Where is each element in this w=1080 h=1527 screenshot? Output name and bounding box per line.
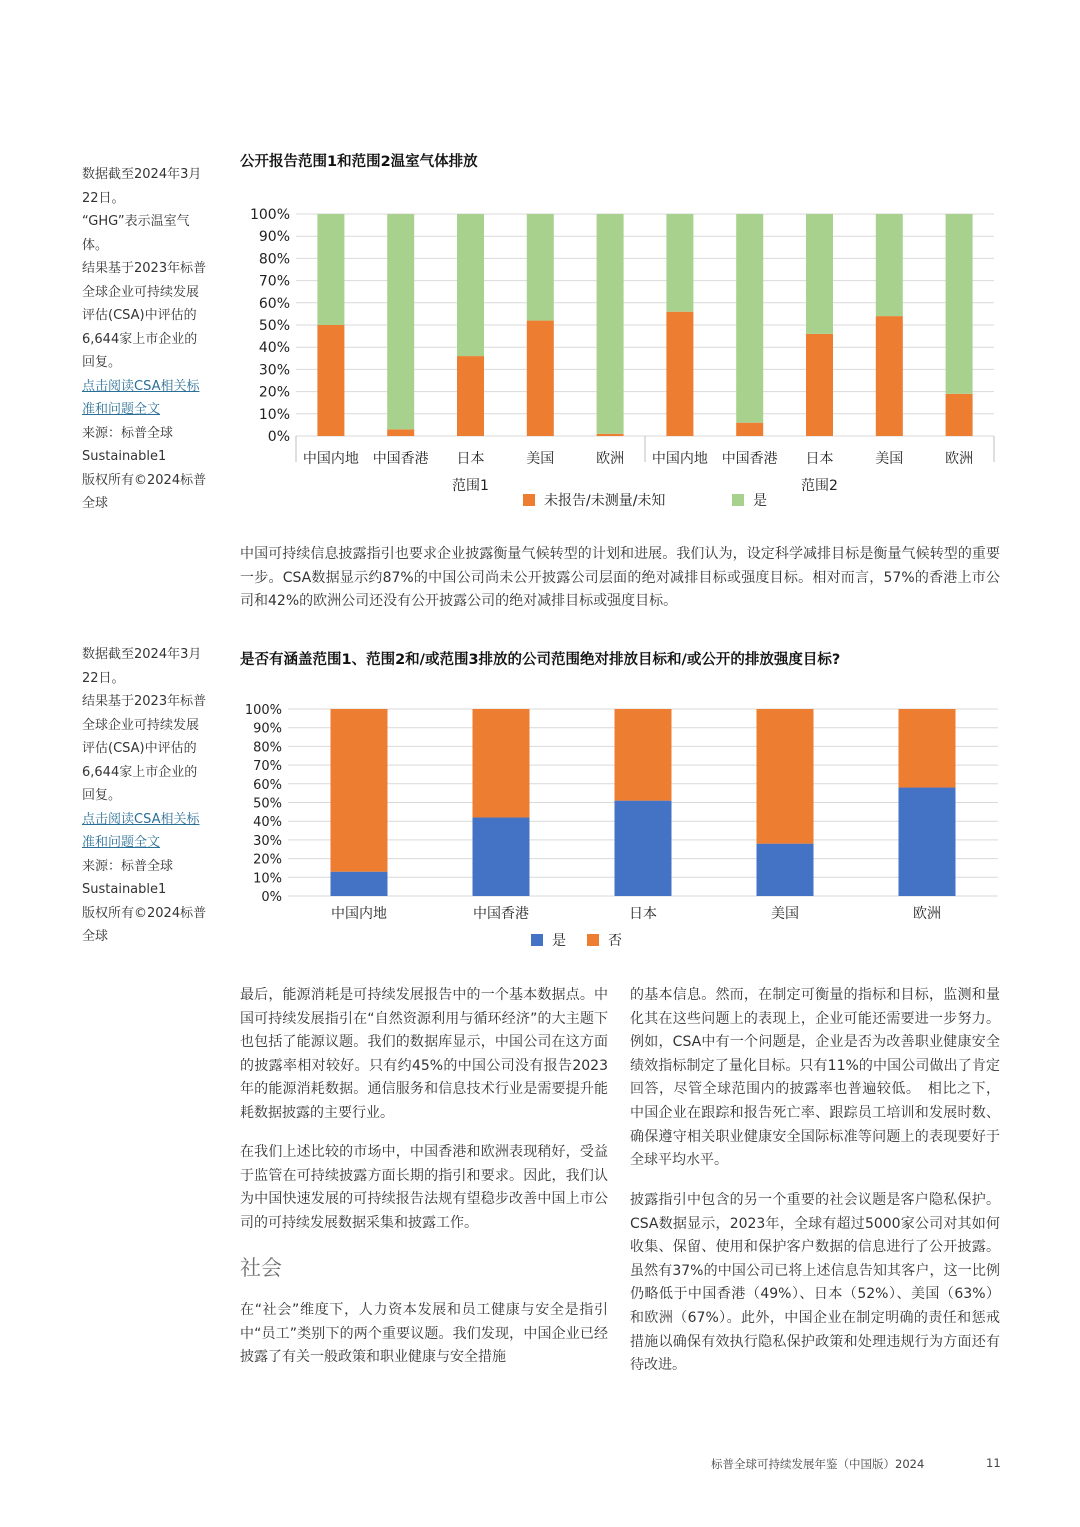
y-tick-label: 70% [258,273,290,290]
bar-segment [473,817,530,896]
page-number: 11 [986,1456,1001,1470]
y-tick-label: 20% [258,384,290,401]
x-category-label: 中国香港 [721,451,778,467]
y-tick-label: 20% [253,852,282,868]
x-category-label: 中国内地 [302,451,359,467]
bar-segment [757,844,814,896]
chart2-title: 是否有涵盖范围1、范围2和/或范围3排放的公司范围绝对排放目标和/或公开的排放强度目标? [240,652,841,668]
bar-segment [597,214,624,434]
bar-segment [806,334,833,436]
bar-segment [527,321,554,436]
paragraph-targets: 中国可持续信息披露指引也要求企业披露衡量气候转型的计划和进展。我们认为，设定科学减排目标是衡量气候转型的重要一步。CSA数据显示约87%的中国公司尚未公开披露公司层面的绝对减排目标或强度目标。相对而言，57%的香港上市公司和42%的欧洲公司还没有公开披露公司的绝对减排目标或强度目标。 [240,546,1000,610]
y-tick-label: 10% [253,871,282,887]
bar-segment [736,214,763,423]
csa-link[interactable]: 点击阅读CSA相关标准和问题全文 [82,811,200,850]
legend-label: 未报告/未测量/未知 [544,493,666,509]
sidenote-source: 来源：标普全球Sustainable1 [82,858,174,897]
legend-label: 否 [608,933,622,949]
x-category-label: 中国内地 [651,451,708,467]
legend-label: 是 [753,493,767,509]
bar-segment [899,788,956,896]
bar-segment [457,214,484,356]
y-tick-label: 40% [258,340,290,357]
x-category-label: 美国 [771,906,799,922]
x-category-label: 日本 [629,906,657,922]
sidenote-basis: 结果基于2023年标普全球企业可持续发展评估(CSA)中评估的6,644家上市企业的回复。 [82,261,207,370]
bar-segment [876,316,903,436]
bar-segment [899,709,956,788]
bar-segment [457,356,484,436]
section-heading-social: 社会 [240,1256,282,1280]
y-tick-label: 50% [253,796,282,812]
y-tick-label: 90% [258,229,290,246]
x-category-label: 日本 [805,451,834,467]
y-tick-label: 50% [258,318,290,334]
sidenote-copyright: 版权所有©2024标普全球 [82,472,207,511]
x-category-label: 欧洲 [913,906,941,922]
y-tick-label: 60% [258,295,290,312]
bar-segment [946,214,973,394]
legend-swatch [531,934,543,946]
bar-segment [331,709,388,872]
y-tick-label: 30% [253,833,282,849]
x-category-label: 欧洲 [945,451,974,467]
sidenote-basis: 结果基于2023年标普全球企业可持续发展评估(CSA)中评估的6,644家上市企业的回复。 [82,694,207,803]
csa-link[interactable]: 点击阅读CSA相关标准和问题全文 [82,378,200,417]
bar-segment [473,709,530,817]
bar-segment [317,325,344,436]
bar-segment [806,214,833,334]
chart2 [230,690,1010,970]
x-category-label: 美国 [875,451,904,467]
x-category-label: 中国内地 [331,906,387,922]
chart1-title: 公开报告范围1和范围2温室气体排放 [240,154,478,170]
sidenote-date: 数据截至2024年3月22日。 [82,167,202,206]
bar-segment [757,709,814,844]
y-tick-label: 70% [253,759,282,775]
bar-segment [387,429,414,436]
legend-swatch [732,494,744,506]
bar-segment [666,214,693,312]
y-tick-label: 30% [258,362,290,379]
left-paragraph-social: 在“社会”维度下，人力资本发展和员工健康与安全是指引中“员工”类别下的两个重要议题。我们发现，中国企业已经披露了有关一般政策和职业健康与安全措施 [240,1302,608,1366]
bar-segment [666,312,693,436]
y-tick-label: 100% [249,207,290,223]
sidenote-ghg: “GHG”表示温室气体。 [82,214,190,253]
x-group-label: 范围1 [452,478,489,494]
bar-segment [615,801,672,896]
x-category-label: 中国香港 [473,906,529,922]
bar-segment [597,434,624,436]
bar-segment [615,709,672,801]
bar-segment [387,214,414,429]
sidenote-source: 来源：标普全球Sustainable1 [82,425,174,464]
y-tick-label: 0% [267,429,290,445]
sidenote-chart2 [82,643,210,949]
bar-segment [331,872,388,896]
y-tick-label: 80% [258,251,290,268]
y-tick-label: 10% [258,406,290,423]
y-tick-label: 80% [253,740,282,756]
legend-label: 是 [552,933,566,949]
y-tick-label: 40% [253,815,282,831]
sidenote-copyright: 版权所有©2024标普全球 [82,905,207,944]
y-tick-label: 60% [253,777,282,793]
y-tick-label: 100% [244,703,282,718]
bar-segment [876,214,903,316]
x-group-label: 范围2 [801,478,838,494]
y-tick-label: 90% [253,721,282,737]
left-paragraph-regulation: 在我们上述比较的市场中，中国香港和欧洲表现稍好，受益于监管在可持续披露方面长期的指引和要求。因此，我们认为中国快速发展的可持续报告法规有望稳步改善中国上市公司的可持续发展数据采集和披露工作。 [240,1144,608,1231]
chart1 [230,190,1010,530]
footer-title: 标普全球可持续发展年鉴（中国版）2024 [711,1457,925,1471]
x-category-label: 中国香港 [372,451,429,467]
x-category-label: 日本 [456,451,485,467]
bar-segment [946,394,973,436]
sidenote-chart1 [82,163,210,516]
x-category-label: 欧洲 [596,451,625,467]
right-paragraph-privacy: 披露指引中包含的另一个重要的社会议题是客户隐私保护。CSA数据显示，2023年，全球有超过5000家公司对其如何收集、保留、使用和保护客户数据的信息进行了公开披露。虽然有37%的中国公司已将上述信息告知其客户，这一比例仍略低于中国香港（49%）、日本（52%）、美国（63%）和欧洲（67%）。此外，中国企业在制定明确的责任和惩戒措施以确保有效执行隐私保护政策和处理违规行为方面还有待改进。 [630,1192,1000,1374]
y-tick-label: 0% [261,890,282,905]
legend-swatch [523,494,535,506]
x-category-label: 美国 [526,451,555,467]
left-paragraph-energy: 最后，能源消耗是可持续发展报告中的一个基本数据点。中国可持续发展指引在“自然资源利用与循环经济”的大主题下也包括了能源议题。我们的数据库显示，中国公司在这方面的披露率相对较好。只有约45%的中国公司没有报告2023年的能源消耗数据。通信服务和信息技术行业是需要提升能耗数据披露的主要行业。 [240,987,608,1121]
sidenote-date: 数据截至2024年3月22日。 [82,647,202,686]
right-paragraph-safety: 的基本信息。然而，在制定可衡量的指标和目标，监测和量化其在这些问题上的表现上，企业可能还需要进一步努力。例如，CSA中有一个问题是，企业是否为改善职业健康安全绩效指标制定了量化目标。只有11%的中国公司做出了肯定回答，尽管全球范围内的披露率也普遍较低。 相比之下，中国企业在跟踪和报告死亡率、跟踪员工培训和发展时数、确保遵守相关职业健康安全国际标准等问题上的表现要好于全球平均水平。 [630,987,1000,1169]
legend-swatch [587,934,599,946]
bar-segment [736,423,763,436]
bar-segment [317,214,344,325]
bar-segment [527,214,554,321]
